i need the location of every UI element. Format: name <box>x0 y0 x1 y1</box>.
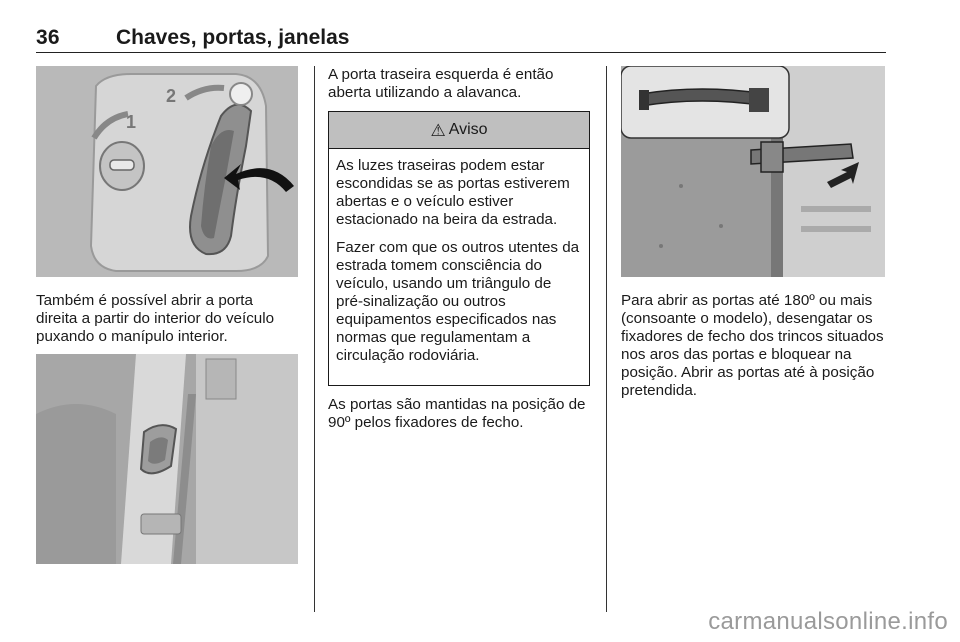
right-paragraph: Para abrir as portas até 180º ou mais (consoante o modelo), desengatar os fixadores de fecho dos trincos situados nos aros das portas e bloquear na posição. Abrir as portas até à posição pretendida. <box>621 292 884 399</box>
warning-box <box>328 111 590 386</box>
column-divider-right <box>606 66 607 612</box>
page-number: 36 <box>36 26 60 49</box>
warning-paragraph-1: As luzes traseiras podem estar escondidas se as portas estiverem abertas e o veículo estiver estacionado na beira da estrada. <box>336 157 570 228</box>
chapter-title: Chaves, portas, janelas <box>116 26 350 49</box>
interior-handle-figure <box>36 66 298 277</box>
figure-label-2: 2 <box>166 86 177 106</box>
warning-body <box>329 149 589 365</box>
warning-header <box>329 112 589 149</box>
middle-intro: A porta traseira esquerda é então aberta utilizando a alavanca. <box>328 66 554 101</box>
sliding-door-figure <box>36 354 298 564</box>
warning-paragraph-2: Fazer com que os outros utentes da estrada tomem consciência do veículo, usando um triângulo de pré-sinalização ou outros equipamentos especificados nas normas que regulamentam a circulação rodoviária. <box>336 239 580 364</box>
figure-label-1: 1 <box>126 112 137 132</box>
interior-handle-illustration <box>36 66 298 277</box>
warning-triangle-icon: ⚠ <box>430 120 446 140</box>
middle-after-warning: As portas são mantidas na posição de 90º pelos fixadores de fecho. <box>328 396 586 431</box>
left-paragraph: Também é possível abrir a porta direita a partir do interior do veículo puxando o manípulo interior. <box>36 292 275 345</box>
warning-title: Aviso <box>448 121 488 138</box>
rear-door-strap-figure <box>621 66 885 277</box>
column-divider-left <box>314 66 315 612</box>
sliding-door-illustration <box>36 354 298 564</box>
page-header <box>36 22 886 53</box>
footer-watermark: carmanualsonline.info <box>708 608 948 635</box>
rear-door-strap-illustration <box>621 66 885 277</box>
